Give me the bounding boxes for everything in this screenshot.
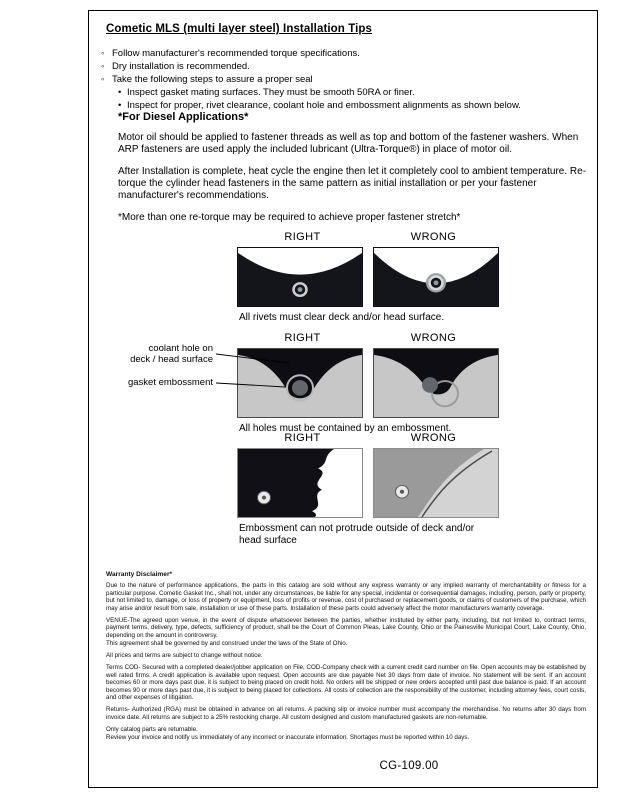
right-label: RIGHT bbox=[284, 231, 321, 243]
embossment-wrong-illustration bbox=[373, 448, 499, 518]
right-label: RIGHT bbox=[284, 332, 321, 344]
bullet-marker: • bbox=[118, 100, 122, 111]
warranty-paragraph: Review your invoice and notify us immediately of any incorrect or inaccurate information. Shortages must be reported within 10 days. bbox=[106, 734, 470, 741]
warranty-paragraph: This agreement shall be governed by and construed under the laws of the State of Ohio. bbox=[106, 640, 348, 647]
list-item bbox=[101, 73, 587, 86]
warranty-paragraph: Returns- Authorized (RGA) must be obtained in advance on all returns. A packing slip or invoice number must accompany the merchandise. No returns after 30 days from invoice date. All returns are subject to a 25% restocking charge. All custom designed and custom manufactured gaskets are non-returnable. bbox=[106, 706, 586, 721]
bullet-marker: • bbox=[118, 87, 122, 98]
diagram-caption: Embossment can not protrude outside of deck and/or head surface bbox=[239, 523, 475, 546]
tip-text: Dry installation is recommended. bbox=[112, 61, 250, 72]
diagram-row-holes bbox=[237, 332, 499, 435]
diagram-header bbox=[237, 332, 499, 346]
callout-text: deck / head surface bbox=[130, 354, 213, 365]
hole-right-illustration bbox=[237, 348, 363, 418]
rivet-wrong-illustration bbox=[373, 247, 499, 307]
diagram-panels bbox=[237, 348, 499, 418]
warranty-paragraph: Terms COD- Secured with a completed dealer/jobber application on File, COD-Company check with a current credit card number on file. Open accounts may be established by well rated firms. A credit application is available upon request. Open accounts are due payable Net 30 days from date of invoice. No statement will be sent. If an account becomes 60 or more days past due, it is subject to being placed on credit hold. No orders will be shipped or new orders accepted until past due balance is paid. If an account becomes 90 or more days past due, it is subject to being placed for collections. All costs of collection are the responsibility of the customer, including attorney fees, court costs, and other expenses of litigation. bbox=[106, 664, 586, 701]
list-item bbox=[101, 47, 587, 60]
wrong-label: WRONG bbox=[410, 332, 457, 344]
diagram-header bbox=[237, 432, 499, 446]
coolant-hole-callout bbox=[89, 343, 213, 365]
diagram-header bbox=[237, 231, 499, 245]
callout-text: coolant hole on bbox=[148, 343, 213, 354]
diesel-paragraph: Motor oil should be applied to fastener threads as well as top and bottom of the fastener washers. When ARP fasteners are used apply the included lubricant (Ultra-Torque®) in place of motor oil. bbox=[118, 132, 579, 155]
diagram-row-embossment bbox=[237, 432, 499, 547]
tip-text: Inspect for proper, rivet clearance, coolant hole and embossment alignments as shown below. bbox=[127, 100, 521, 111]
rivet-right-illustration bbox=[237, 247, 363, 307]
right-label: RIGHT bbox=[284, 432, 321, 444]
page-code: CG-109.00 bbox=[379, 760, 439, 772]
page-title: Cometic MLS (multi layer steel) Installation Tips bbox=[106, 23, 373, 35]
diagram-caption: All rivets must clear deck and/or head surface. bbox=[239, 312, 445, 323]
bullet-marker: ◦ bbox=[101, 48, 105, 59]
diagram-panels bbox=[237, 448, 499, 518]
warranty-paragraph: VENUE-The agreed upon venue, in the event of dispute whatsoever between the parties, whether instituted by either party, including, but not limited to, contract terms, payment terms, delivery, type, defects, sufficiency of product, shall be the Court of Common Pleas, Lake County, Ohio or the Painesville Municipal Court, Lake County, Ohio, depending on the amount in controversy. bbox=[106, 616, 586, 639]
tip-text: Inspect gasket mating surfaces. They must be smooth 50RA or finer. bbox=[127, 87, 415, 98]
warranty-paragraph: Only catalog parts are returnable. bbox=[106, 725, 198, 733]
embossment-right-illustration bbox=[237, 448, 363, 518]
diesel-paragraph: After Installation is complete, heat cycle the engine then let it completely cool to ambient temperature. Re-torque the cylinder head fasteners in the same pattern as initial installation or per your fastener manufacturer's recommendations. bbox=[118, 166, 587, 201]
warranty-paragraph: All prices and terms are subject to change without notice. bbox=[106, 652, 263, 659]
gasket-embossment-callout: gasket embossment bbox=[127, 377, 213, 388]
bullet-marker: ◦ bbox=[101, 74, 105, 85]
warranty-heading: Warranty Disclaimer* bbox=[106, 571, 173, 578]
diagram-row-rivets bbox=[237, 231, 499, 324]
warranty-paragraph: Due to the nature of performance applications, the parts in this catalog are sold without any express warranty or any implied warranty of merchantability or fitness for a particular purpose. Cometic Gasket Inc., shall not, under any circumstances, be liable for any special, incidental or consequential damages, including, person, party or property, but not limited to, damage, or loss of property or equipment, loss of profits or revenue, cost of purchased or replacement goods, or claims of customers of the purchase, which may arise and/or result from sale, installation or use of these parts. Installation of these parts could adversely affect the motor manufacturers warranty coverage. bbox=[106, 582, 586, 612]
diagram-section bbox=[237, 231, 499, 561]
tip-text: Follow manufacturer's recommended torque specifications. bbox=[112, 48, 360, 59]
bullet-marker: ◦ bbox=[101, 61, 105, 72]
list-subitem bbox=[118, 86, 587, 99]
list-item bbox=[101, 60, 587, 73]
hole-wrong-illustration bbox=[373, 348, 499, 418]
wrong-label: WRONG bbox=[410, 231, 457, 243]
tip-text: Take the following steps to assure a proper seal bbox=[112, 74, 313, 85]
content-frame bbox=[88, 10, 598, 788]
diesel-heading: *For Diesel Applications* bbox=[118, 111, 249, 123]
diagram-panels bbox=[237, 247, 499, 307]
tips-list bbox=[101, 47, 587, 112]
wrong-label: WRONG bbox=[410, 432, 457, 444]
diesel-applications-section bbox=[118, 111, 590, 234]
warranty-disclaimer-section bbox=[106, 571, 586, 746]
diesel-note: *More than one re-torque may be required to achieve proper fastener stretch* bbox=[118, 212, 461, 223]
diagram-caption: All holes must be contained by an embossment. bbox=[239, 423, 452, 434]
